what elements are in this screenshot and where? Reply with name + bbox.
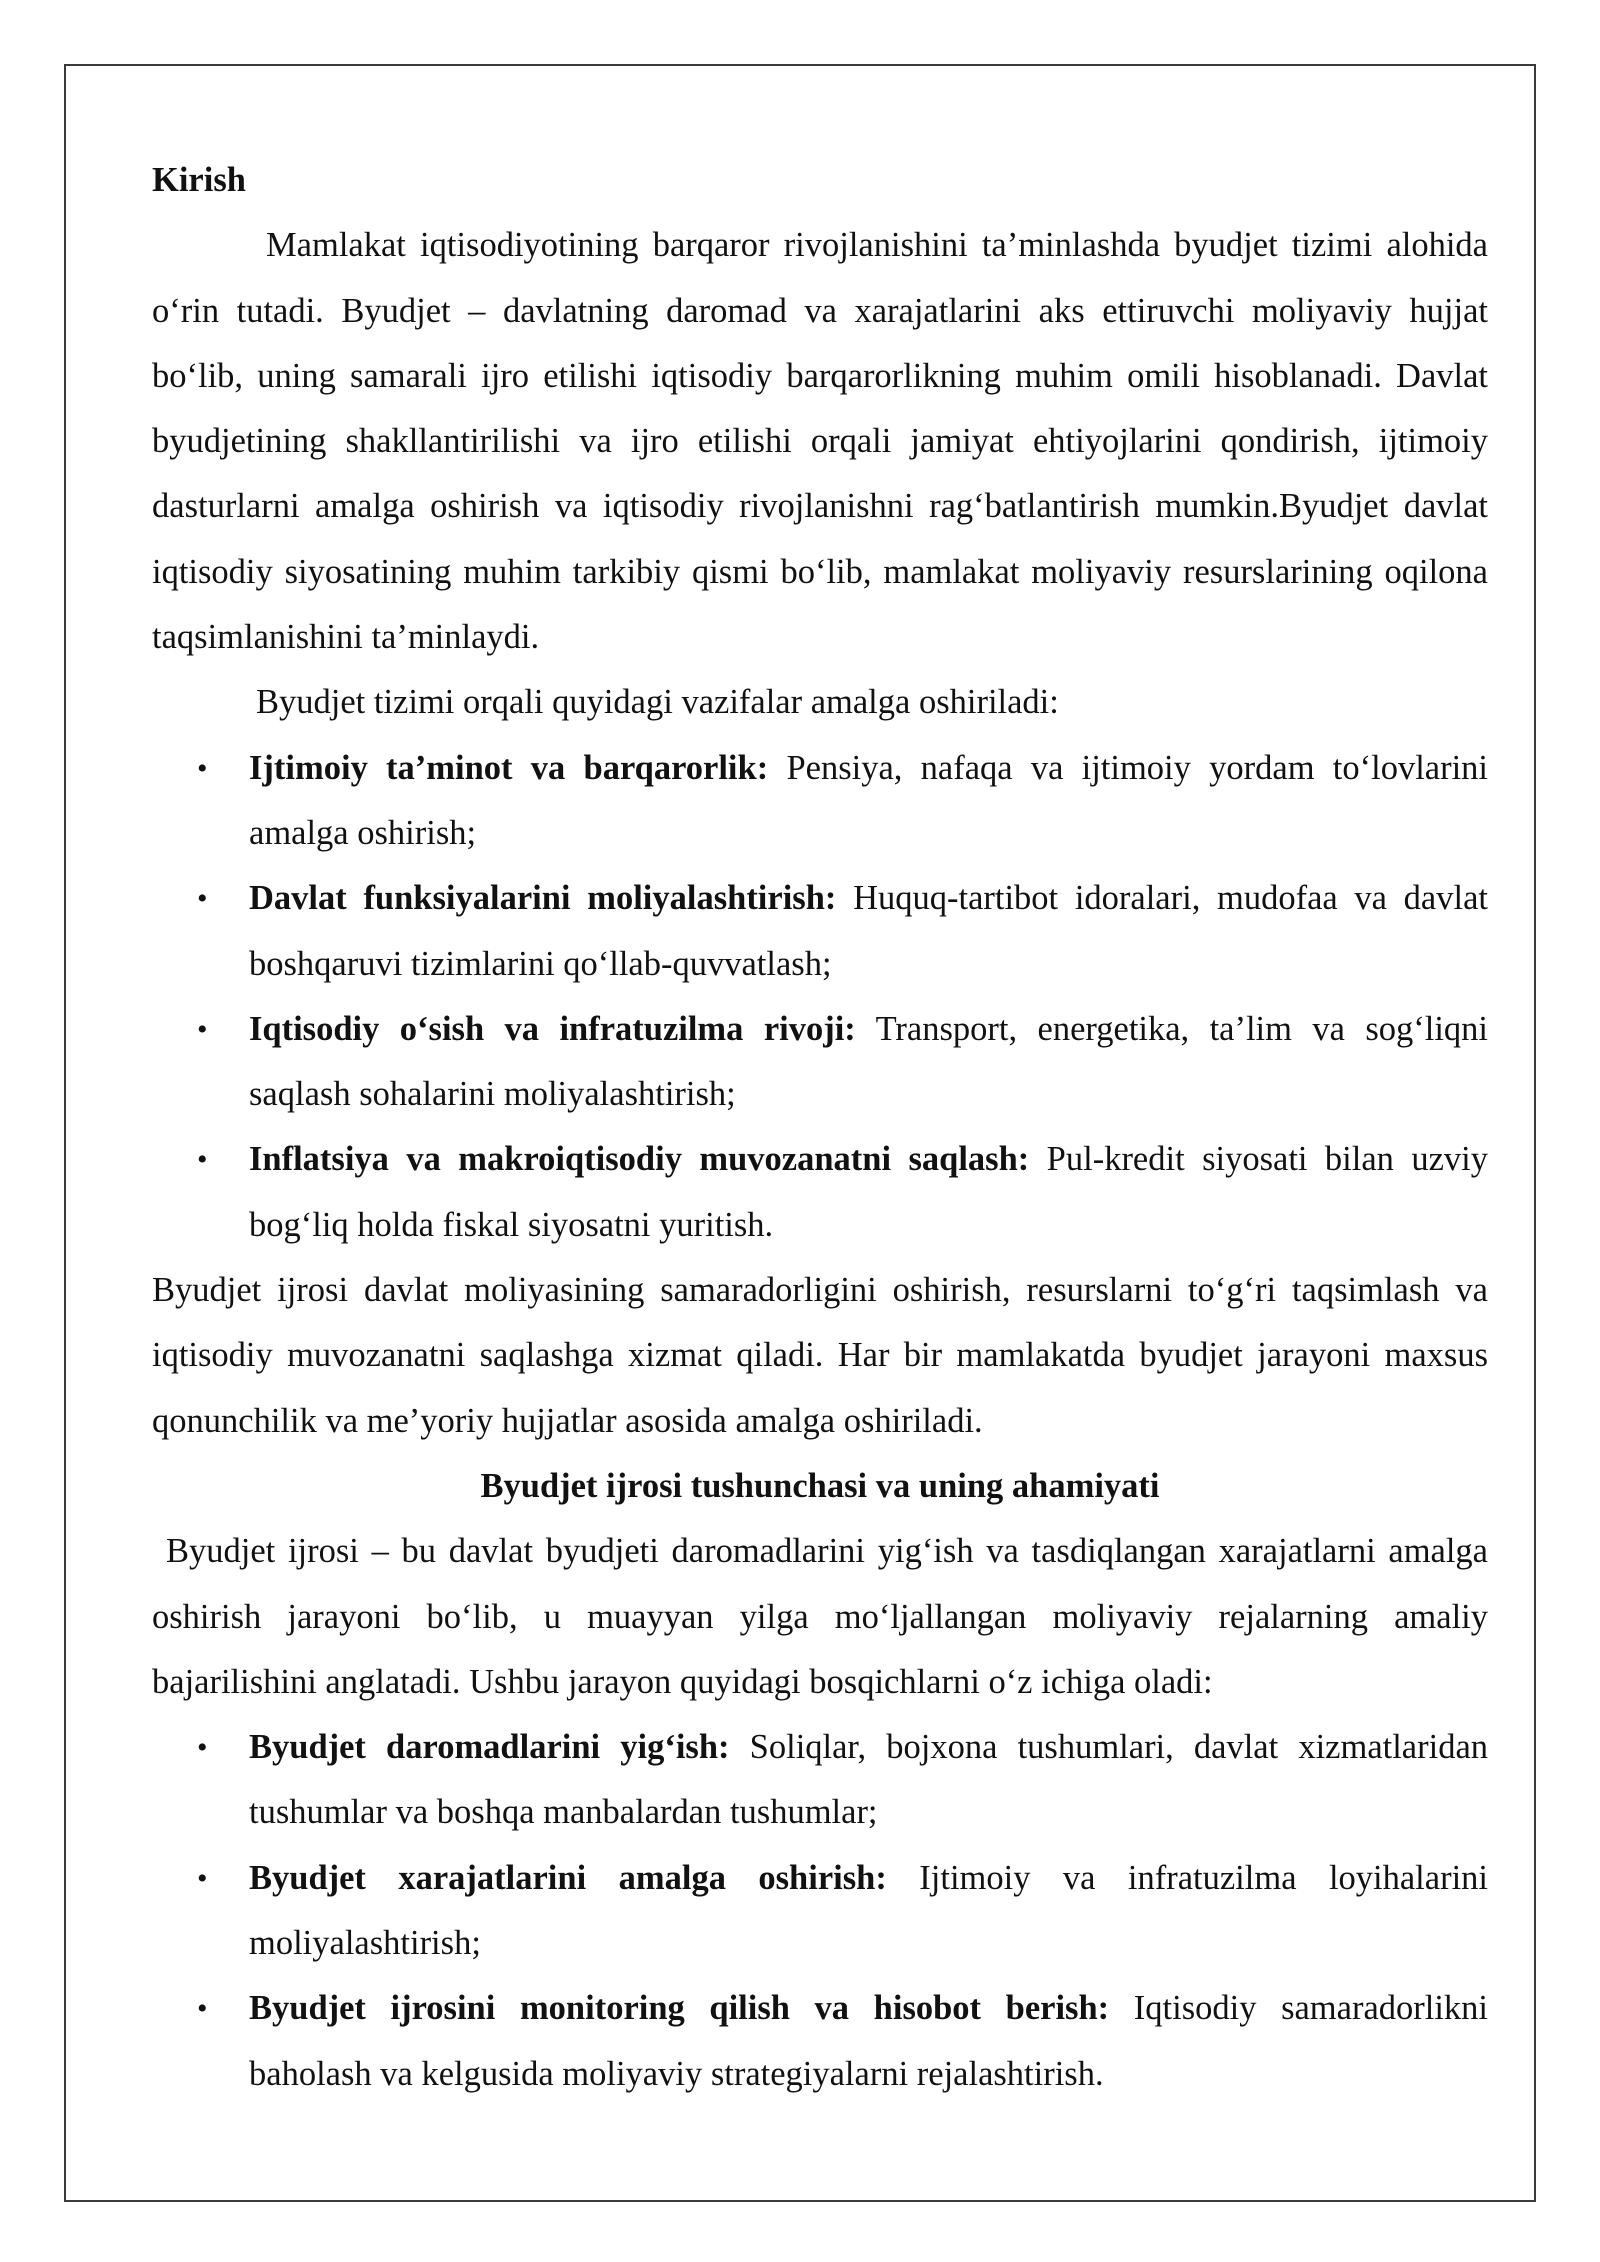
list-item-text: Soliqlar, bojxona tushumlari, davlat xizmatlaridan tushumlar va boshqa manbalardan tushumlar;	[249, 1728, 1489, 1832]
bullet-icon: •	[197, 1012, 208, 1046]
definition-paragraph: Byudjet ijrosi – bu davlat byudjeti daromadlarini yig‘ish va tasdiqlangan xarajatlarni amalga oshirish jarayoni bo‘lib, u muayyan yilga mo‘ljallangan moliyaviy rejalarning amaliy bajarilishini anglatadi. Ushbu jarayon quyidagi bosqichlarni o‘z ichiga oladi:	[152, 1532, 1488, 1701]
bullet-icon: •	[197, 1731, 208, 1765]
bullet-icon: •	[197, 1861, 208, 1895]
list-item	[152, 736, 1488, 867]
list-item-text: Pul-kredit siyosati bilan uzviy bog‘liq holda fiskal siyosatni yuritish.	[249, 1140, 1488, 1244]
list-item-term: Ijtimoiy ta’minot va barqarorlik:	[249, 748, 769, 787]
intro-heading: Kirish	[152, 161, 246, 199]
bullet-icon: •	[197, 1143, 208, 1177]
list-item	[152, 1715, 1488, 1846]
list-item-term: Byudjet daromadlarini yig‘ish:	[249, 1728, 730, 1767]
list-item-term: Byudjet ijrosini monitoring qilish va hisobot berish:	[249, 1989, 1110, 2028]
list-item	[152, 1846, 1488, 1977]
execution-paragraph: Byudjet ijrosi davlat moliyasining samaradorligini oshirish, resurslarni to‘g‘ri taqsimlash va iqtisodiy muvozanatni saqlashga xizmat qiladi. Har bir mamlakatda byudjet jarayoni maxsus qonunchilik va me’yoriy hujjatlar asosida amalga oshiriladi.	[152, 1271, 1488, 1440]
list-item	[152, 866, 1488, 997]
bullet-icon: •	[197, 751, 208, 785]
list-item-text: Pensiya, nafaqa va ijtimoiy yordam to‘lovlarini amalga oshirish;	[249, 748, 1488, 852]
list-item-text: Iqtisodiy samaradorlikni baholash va kelgusida moliyaviy strategiyalarni rejalashtirish.	[249, 1989, 1488, 2093]
list-item	[152, 1976, 1488, 2107]
list-item-term: Byudjet xarajatlarini amalga oshirish:	[249, 1858, 887, 1897]
bullet-icon: •	[197, 882, 208, 916]
list-item	[152, 997, 1488, 1128]
list-item-text: Ijtimoiy va infratuzilma loyihalarini moliyalashtirish;	[249, 1858, 1488, 1963]
section-title: Byudjet ijrosi tushunchasi va uning ahamiyati	[480, 1466, 1160, 1505]
intro-paragraph: Mamlakat iqtisodiyotining barqaror rivojlanishini ta’minlashda byudjet tizimi alohida o‘rin tutadi. Byudjet – davlatning daromad va xarajatlarini aks ettiruvchi moliyaviy hujjat bo‘lib, uning samarali ijro etilishi iqtisodiy barqarorlikning muhim omili hisoblanadi. Davlat byudjetining shakllantirilishi va ijro etilishi orqali jamiyat ehtiyojlarini qondirish, ijtimoiy dasturlarni amalga oshirish va iqtisodiy rivojlanishni rag‘batlantirish mumkin.Byudjet davlat iqtisodiy siyosatining muhim tarkibiy qismi bo‘lib, mamlakat moliyaviy resurslarining oqilona taqsimlanishini ta’minlaydi.	[152, 226, 1488, 657]
document-body	[152, 148, 1488, 2107]
tasks-lead: Byudjet tizimi orqali quyidagi vazifalar amalga oshiriladi:	[256, 683, 1059, 722]
list-item-text: Huquq-tartibot idoralari, mudofaa va davlat boshqaruvi tizimlarini qo‘llab-quvvatlash;	[249, 879, 1488, 983]
list-item-term: Inflatsiya va makroiqtisodiy muvozanatni saqlash:	[249, 1140, 1030, 1179]
list-item-term: Iqtisodiy o‘sish va infratuzilma rivoji:	[249, 1009, 856, 1048]
tasks-list	[152, 736, 1488, 1258]
list-item	[152, 1127, 1488, 1258]
bullet-icon: •	[197, 1992, 208, 2026]
list-item-term: Davlat funksiyalarini moliyalashtirish:	[249, 879, 837, 918]
list-item-text: Transport, energetika, ta’lim va sog‘liqni saqlash sohalarini moliyalashtirish;	[249, 1009, 1489, 1114]
stages-list	[152, 1715, 1488, 2107]
